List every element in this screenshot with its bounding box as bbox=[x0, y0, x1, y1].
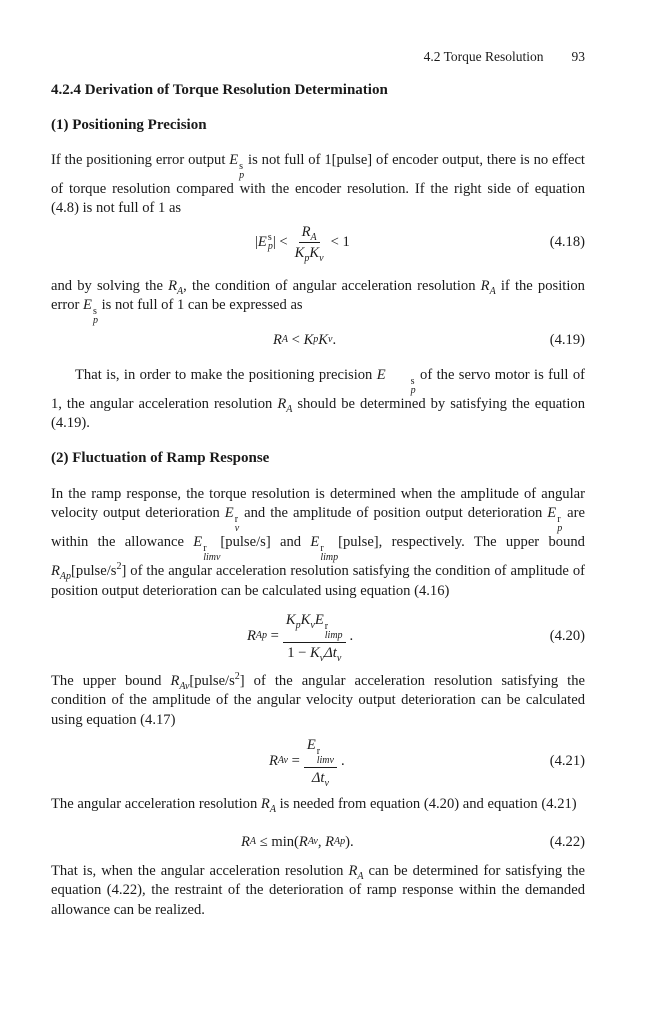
paragraph: That is, when the angular acceleration resolution $R_A$ can be determined for satisfying the equation (4.22), the restraint of the deterioration of ramp response within the demanded allowance can be realized. bbox=[51, 863, 586, 918]
paragraph: In the ramp response, the torque resolution is determined when the amplitude of angular velocity output deterioration E r v and the amplitude of position output deterioration E r p are within the allowance E r limv [pulse/s] and E r limp [pulse], respectively. The upper bound $R_{Ap}[pulse/s^2]$ of the angular acceleration resolution satisfying the condition of amplitude of position output deterioration can be calculated using equation (4.16) bbox=[51, 486, 585, 599]
equation-4-21: R Av = E r limv $\Delta t_v$ . (4.21) bbox=[269, 736, 585, 789]
equation-4-18: | E s p | < $\frac{R_A}{K_pK_v}$ < 1 (4.18) bbox=[51, 220, 585, 264]
equation-number: (4.20) bbox=[549, 627, 585, 644]
paragraph: That is, in order to make the positioning precision E s p of the servo motor is full of 1, the angular acceleration resolution $R_A$ should be determined by satisfying the equation (4.19). bbox=[51, 367, 585, 432]
subsection-title-positioning: (1) Positioning Precision bbox=[51, 117, 207, 133]
equation-number: (4.21) bbox=[549, 752, 585, 769]
equation-4-19: R A < K p K v . (4.19) bbox=[51, 318, 585, 362]
paragraph: The upper bound $R_{Av}[pulse/s^2]$ of the angular acceleration resolution satisfying the condition of the amplitude of the angular velocity output deterioration can be calculated using equation (4.17) bbox=[51, 671, 585, 728]
equation-number: (4.18) bbox=[549, 233, 585, 250]
equation-4-22: R A ≤ min( R Av , R Ap ). (4.22) bbox=[51, 820, 585, 864]
paragraph: The angular acceleration resolution $R_A$ is needed from equation (4.20) and equation (4.21) bbox=[51, 796, 577, 815]
page-number: 93 bbox=[571, 49, 585, 64]
running-head bbox=[424, 49, 585, 65]
subsection-title-ramp: (2) Fluctuation of Ramp Response bbox=[51, 450, 270, 466]
running-head-section: 4.2 Torque Resolution bbox=[423, 49, 544, 64]
equation-number: (4.19) bbox=[549, 331, 585, 348]
section-title: 4.2.4 Derivation of Torque Resolution Determination bbox=[51, 82, 388, 98]
paragraph: and by solving the $R_A$, the condition of angular acceleration resolution $R_A$ if the position error E s p is not full of 1 can be expressed as bbox=[51, 278, 585, 327]
equation-4-20: R Ap = $K_pK_vE$ r limp $1 - K_v\Delta t_v$ . (4.20) bbox=[247, 611, 585, 664]
equation-number: (4.22) bbox=[549, 833, 585, 850]
paragraph: If the positioning error output E s p is not full of 1[pulse] of encoder output, there is no effect of torque resolution compared with the encoder resolution. If the right side of equation (4.8) is not full of 1 as bbox=[51, 152, 585, 217]
